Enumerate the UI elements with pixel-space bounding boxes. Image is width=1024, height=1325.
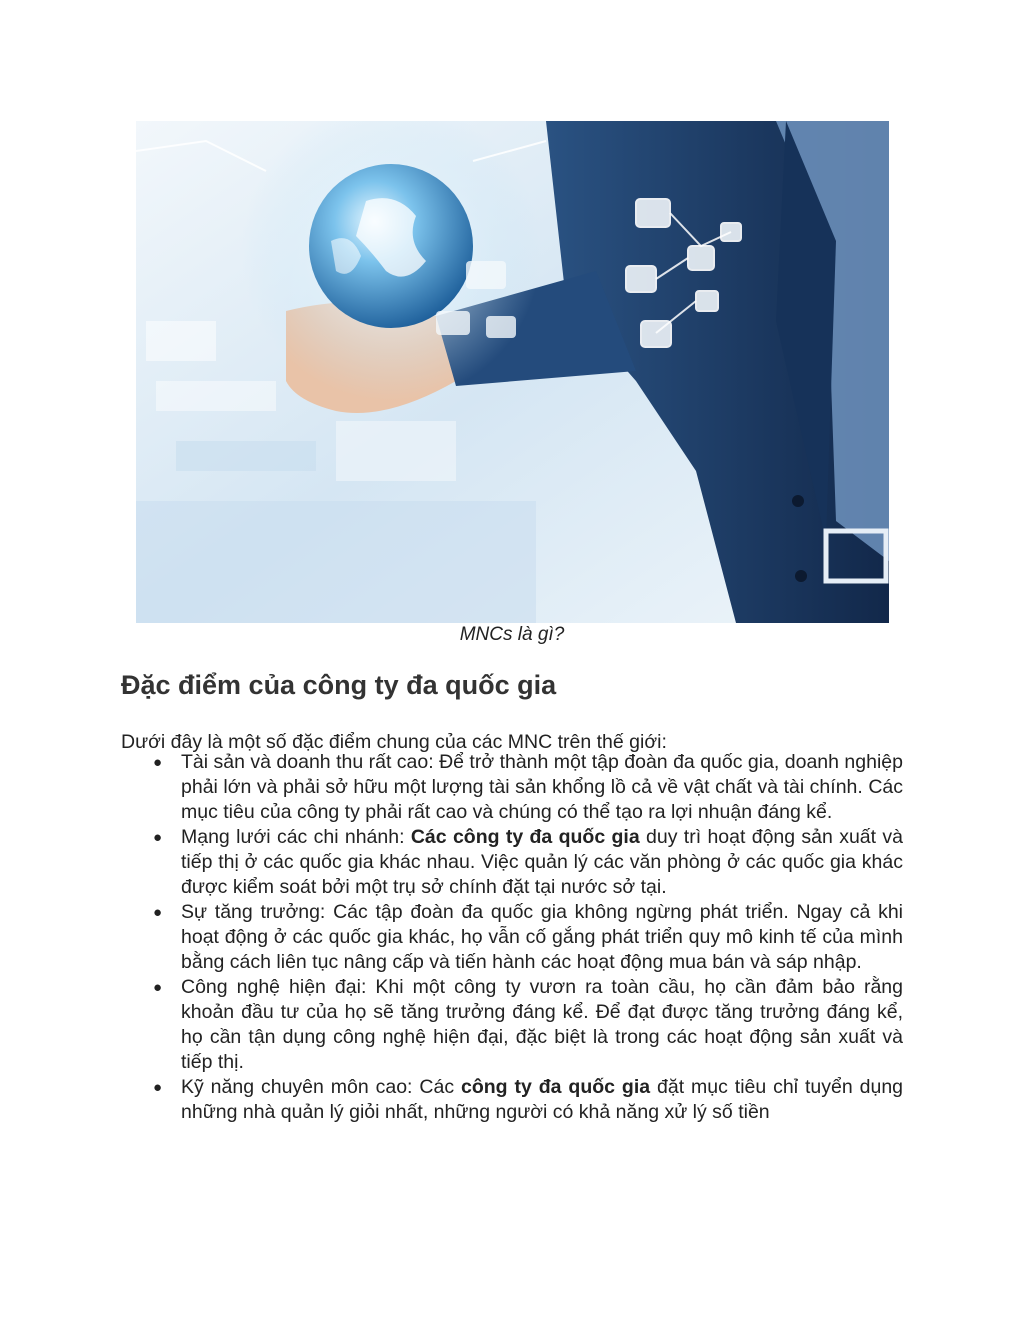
list-item: ● Công nghệ hiện đại: Khi một công ty vươn ra toàn cầu, họ cần đảm bảo rằng khoản đầu tư của họ sẽ tăng trưởng đáng kể. Để đạt được tăng trưởng đáng kể, họ cần tận dụng công nghệ hiện đại, đặc biệt là trong các hoạt động sản xuất và tiếp thị. <box>153 976 903 1073</box>
list-item: ● Kỹ năng chuyên môn cao: Các công ty đa quốc gia đặt mục tiêu chỉ tuyển dụng những nhà quản lý giỏi nhất, những người có khả năng xử lý số tiền <box>153 1076 904 1123</box>
intro-paragraph: Dưới đây là một số đặc điểm chung của các MNC trên thế giới: <box>121 731 667 753</box>
characteristics-list <box>153 750 904 1125</box>
globe-in-hand-illustration <box>136 121 889 623</box>
bullet-icon: ● <box>153 829 163 846</box>
list-item: ● Sự tăng trưởng: Các tập đoàn đa quốc gia không ngừng phát triển. Ngay cả khi hoạt động ở các quốc gia khác, họ vẫn cố gắng phát triển quy mô kinh tế của mình bằng cách liên tục nâng cấp và tiến hành các hoạt động mua bán và sáp nhập. <box>153 901 903 973</box>
bullet-icon: ● <box>153 904 163 921</box>
bold-term: Các công ty đa quốc gia <box>410 826 640 848</box>
bullet-icon: ● <box>153 754 163 771</box>
bold-term: công ty đa quốc gia <box>461 1076 651 1098</box>
bullet-icon: ● <box>153 979 163 996</box>
bullet-icon: ● <box>153 1079 163 1096</box>
section-heading: Đặc điểm của công ty đa quốc gia <box>121 670 557 700</box>
figure-caption: MNCs là gì? <box>459 624 565 645</box>
list-item: ● Mạng lưới các chi nhánh: Các công ty đa quốc gia duy trì hoạt động sản xuất và tiếp thị ở các quốc gia khác nhau. Việc quản lý các văn phòng ở các quốc gia khác được kiểm soát bởi một trụ sở chính đặt tại nước sở tại. <box>153 826 903 898</box>
list-item: ● Tài sản và doanh thu rất cao: Để trở thành một tập đoàn đa quốc gia, doanh nghiệp phải lớn và phải sở hữu một lượng tài sản khổng lồ cả về vật chất và tài chính. Các mục tiêu của công ty phải rất cao và chúng có thể tạo ra lợi nhuận đáng kể. <box>153 751 903 823</box>
hero-image <box>136 121 889 623</box>
